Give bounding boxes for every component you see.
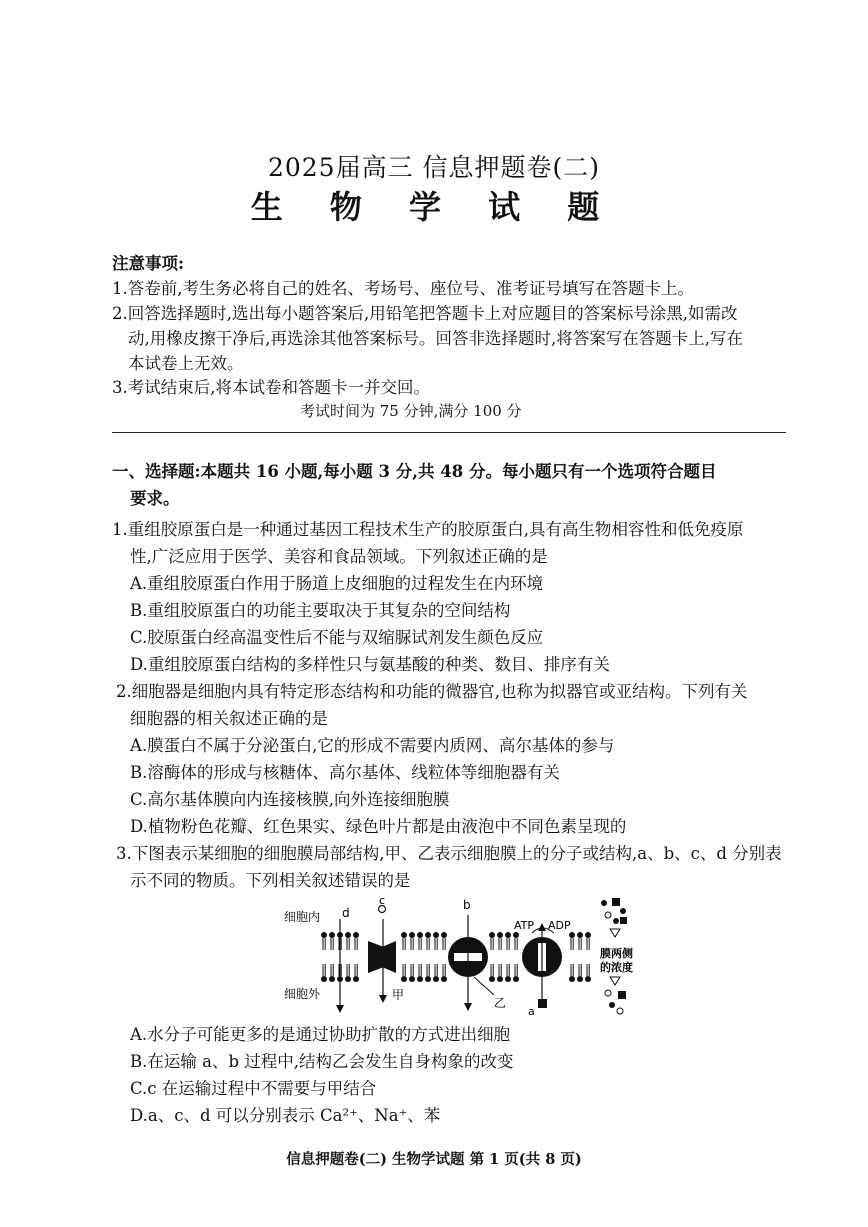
page-footer: 信息押题卷(二) 生物学试题 第 1 页(共 8 页) xyxy=(286,1151,582,1168)
notice-item: 1.答卷前,考生务必将自己的姓名、考场号、座位号、准考证号填写在答题卡上。 xyxy=(112,279,694,298)
gradient-arrow-icon xyxy=(610,929,620,937)
notice-heading: 注意事项: xyxy=(112,254,185,273)
option-d: D.a、c、d 可以分别表示 Ca²⁺、Na⁺、苯 xyxy=(130,1106,441,1125)
molecule-a xyxy=(538,999,547,1008)
phospholipid-bottom xyxy=(345,964,351,982)
label-b: b xyxy=(463,898,471,912)
question-stem: 示不同的物质。下列相关叙述错误的是 xyxy=(130,871,411,890)
label-adp: ADP xyxy=(548,919,571,932)
concentration-markers-bottom xyxy=(605,990,626,1014)
option-b: B.溶酶体的形成与核糖体、高尔基体、线粒体等细胞器有关 xyxy=(130,763,560,782)
phospholipid-top xyxy=(433,932,439,950)
phospholipid-bottom xyxy=(409,964,415,982)
phospholipid-bottom xyxy=(585,964,591,982)
label-outside: 细胞外 xyxy=(284,987,321,1001)
exam-time: 考试时间为 75 分钟,满分 100 分 xyxy=(300,402,522,420)
exam-title: 2025届高三 信息押题卷(二) xyxy=(267,153,601,182)
phospholipid-bottom xyxy=(417,964,423,982)
channel-protein-jia-right xyxy=(382,941,396,973)
label-atp: ATP xyxy=(514,919,535,932)
phospholipid-bottom xyxy=(497,964,503,982)
arrow-c-head xyxy=(379,995,387,1003)
option-c: C.胶原蛋白经高温变性后不能与双缩脲试剂发生颜色反应 xyxy=(130,628,544,647)
phospholipid-top xyxy=(409,932,415,950)
option-d: D.重组胶原蛋白结构的多样性只与氨基酸的种类、数目、排序有关 xyxy=(130,655,610,674)
phospholipid-top xyxy=(329,932,335,950)
phospholipid-top xyxy=(401,932,407,950)
phospholipid-top xyxy=(513,932,519,950)
label-yi: 乙 xyxy=(494,996,507,1010)
phospholipid-bottom xyxy=(321,964,327,982)
label-d: d xyxy=(342,906,350,920)
phospholipid-bottom xyxy=(329,964,335,982)
phospholipid-top xyxy=(417,932,423,950)
arrow-d-head xyxy=(336,1005,344,1013)
option-a: A.水分子可能更多的是通过协助扩散的方式进出细胞 xyxy=(130,1025,511,1044)
notice-item: 3.考试结束后,将本试卷和答题卡一并交回。 xyxy=(112,378,430,397)
label-jia: 甲 xyxy=(392,988,405,1002)
question-stem: 3.下图表示某细胞的细胞膜局部结构,甲、乙表示细胞膜上的分子或结构,a、b、c、d 分别表 xyxy=(116,844,782,863)
question-stem: 细胞器的相关叙述正确的是 xyxy=(130,709,328,728)
notice-item: 动,用橡皮擦干净后,再选涂其他答案标号。回答非选择题时,将答案写在答题卡上,写在 xyxy=(128,329,743,348)
phospholipid-top xyxy=(441,932,447,950)
membrane-diagram xyxy=(270,895,650,1020)
question-stem: 1.重组胶原蛋白是一种通过基因工程技术生产的胶原蛋白,具有高生物相容性和低免疫原 xyxy=(112,520,744,539)
arrow-a-head xyxy=(538,923,546,931)
option-c: C.c 在运输过程中不需要与甲结合 xyxy=(130,1079,377,1098)
phospholipid-bottom xyxy=(401,964,407,982)
phospholipid-bottom xyxy=(433,964,439,982)
phospholipid-top xyxy=(505,932,511,950)
section-heading: 要求。 xyxy=(130,489,180,508)
channel-protein-jia-left xyxy=(368,941,384,973)
question-stem: 性,广泛应用于医学、美容和食品领域。下列叙述正确的是 xyxy=(130,547,548,566)
phospholipid-top xyxy=(425,932,431,950)
phospholipid-top xyxy=(585,932,591,950)
phospholipid-top xyxy=(569,932,575,950)
label-concentration-2: 的浓度 xyxy=(600,961,633,974)
phospholipid-top xyxy=(353,932,359,950)
phospholipid-bottom xyxy=(577,964,583,982)
notice-item: 本试卷上无效。 xyxy=(128,354,244,373)
phospholipid-top xyxy=(321,932,327,950)
subject-title: 生 物 学 试 题 xyxy=(250,188,618,226)
option-d: D.植物粉色花瓣、红色果实、绿色叶片都是由液泡中不同色素呈现的 xyxy=(130,817,627,836)
label-concentration-1: 膜两侧 xyxy=(600,947,633,960)
section-heading: 一、选择题:本题共 16 小题,每小题 3 分,共 48 分。每小题只有一个选项符合题目 xyxy=(112,462,717,481)
label-inside: 细胞内 xyxy=(284,910,321,924)
option-c: C.高尔基体膜向内连接核膜,向外连接细胞膜 xyxy=(130,790,450,809)
notice-item: 2.回答选择题时,选出每小题答案后,用铅笔把答题卡上对应题目的答案标号涂黑,如需改 xyxy=(112,304,738,323)
phospholipid-bottom xyxy=(569,964,575,982)
concentration-markers-top xyxy=(601,898,627,924)
divider xyxy=(112,432,786,433)
question-stem: 2.细胞器是细胞内具有特定形态结构和功能的微器官,也称为拟器官或亚结构。下列有关 xyxy=(116,682,748,701)
phospholipid-top xyxy=(345,932,351,950)
option-b: B.重组胶原蛋白的功能主要取决于其复杂的空间结构 xyxy=(130,601,511,620)
phospholipid-bottom xyxy=(441,964,447,982)
option-a: A.膜蛋白不属于分泌蛋白,它的形成不需要内质网、高尔基体的参与 xyxy=(130,736,615,755)
phospholipid-top xyxy=(489,932,495,950)
label-a: a xyxy=(528,1005,535,1018)
phospholipid-bottom xyxy=(425,964,431,982)
arrow-b-head xyxy=(464,1003,472,1011)
phospholipid-bottom xyxy=(505,964,511,982)
option-a: A.重组胶原蛋白作用于肠道上皮细胞的过程发生在内环境 xyxy=(130,574,544,593)
phospholipid-bottom xyxy=(489,964,495,982)
label-c: c xyxy=(379,895,386,907)
phospholipid-top xyxy=(497,932,503,950)
phospholipid-top xyxy=(577,932,583,950)
phospholipid-bottom xyxy=(353,964,359,982)
gradient-arrow-icon xyxy=(610,977,620,985)
phospholipid-bottom xyxy=(513,964,519,982)
option-b: B.在运输 a、b 过程中,结构乙会发生自身构象的改变 xyxy=(130,1052,514,1071)
